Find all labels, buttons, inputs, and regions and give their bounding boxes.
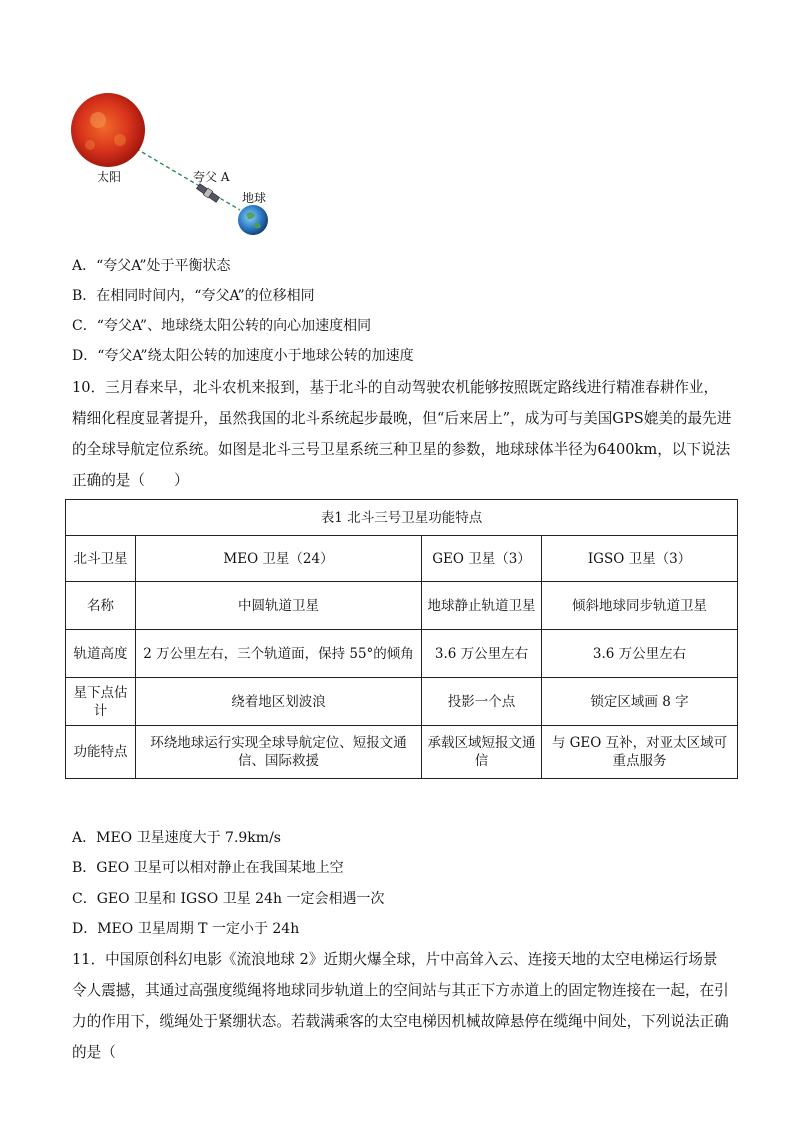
- sun-label: 太阳: [97, 170, 122, 184]
- table-cell: 地球静止轨道卫星: [422, 582, 542, 630]
- q10-option-d: D．MEO 卫星周期 T 一定小于 24h: [72, 921, 300, 937]
- table-cell: 锁定区域画 8 字: [542, 678, 738, 726]
- table-header-cell: 北斗卫星: [66, 536, 136, 582]
- table-cell: 承载区域短报文通信: [422, 726, 542, 779]
- q10-option-b: B．GEO 卫星可以相对静止在我国某地上空: [72, 860, 344, 876]
- q9-option-c: C．“夸父A”、地球绕太阳公转的向心加速度相同: [72, 318, 372, 334]
- table-cell: 2 万公里左右，三个轨道面，保持 55°的倾角: [136, 630, 422, 678]
- q10-option-a: A．MEO 卫星速度大于 7.9km/s: [72, 830, 281, 846]
- table-cell: 功能特点: [66, 726, 136, 779]
- probe-label: 夸父 A: [193, 170, 230, 184]
- table-cell: 名称: [66, 582, 136, 630]
- q11-stem: 11．中国原创科幻电影《流浪地球 2》近期火爆全球，片中高耸入云、连接天地的太空电梯运行场景令人震撼，其通过高强度缆绳将地球同步轨道上的空间站与其正下方赤道上的固定物连接在一起，在引力的作用下，缆绳处于紧绷状态。若载满乘客的太空电梯因机械故障悬停在缆绳中间处，下列说法正确的是（: [72, 951, 729, 1061]
- table-title: 表1 北斗三号卫星功能特点: [66, 500, 738, 536]
- table-header-cell: IGSO 卫星（3）: [542, 536, 738, 582]
- table-cell: 环绕地球运行实现全球导航定位、短报文通信、国际救援: [136, 726, 422, 779]
- table-cell: 倾斜地球同步轨道卫星: [542, 582, 738, 630]
- q9-option-a: A．“夸父A”处于平衡状态: [72, 258, 231, 274]
- table-header-cell: GEO 卫星（3）: [422, 536, 542, 582]
- table-cell: 星下点估计: [66, 678, 136, 726]
- table-cell: 中圆轨道卫星: [136, 582, 422, 630]
- q10-option-c: C．GEO 卫星和 IGSO 卫星 24h 一定会相遇一次: [72, 891, 385, 907]
- q10-stem: 10．三月春来早，北斗农机来报到，基于北斗的自动驾驶农机能够按照既定路线进行精准春耕作业，精细化程度显著提升，虽然我国的北斗系统起步最晚，但“后来居上”，成为可与美国GPS媲美的最先进的全球导航定位系统。如图是北斗三号卫星系统三种卫星的参数，地球球体半径为6400km，以下说法正确的是（ ）: [72, 379, 732, 489]
- earth-label: 地球: [242, 191, 267, 205]
- table-header-cell: MEO 卫星（24）: [136, 536, 422, 582]
- satellite-icon: [196, 183, 220, 203]
- sun-icon: [71, 93, 145, 167]
- q9-option-d: D．“夸父A”绕太阳公转的加速度小于地球公转的加速度: [72, 348, 414, 364]
- earth-icon: [238, 205, 268, 235]
- table-cell: 轨道高度: [66, 630, 136, 678]
- table-cell: 3.6 万公里左右: [422, 630, 542, 678]
- sun-earth-figure: [60, 90, 290, 250]
- beidou-table: [65, 499, 738, 779]
- table-cell: 绕着地区划波浪: [136, 678, 422, 726]
- table-cell: 与 GEO 互补，对亚太区域可重点服务: [542, 726, 738, 779]
- table-cell: 投影一个点: [422, 678, 542, 726]
- table-cell: 3.6 万公里左右: [542, 630, 738, 678]
- q9-option-b: B．在相同时间内，“夸父A”的位移相同: [72, 288, 315, 304]
